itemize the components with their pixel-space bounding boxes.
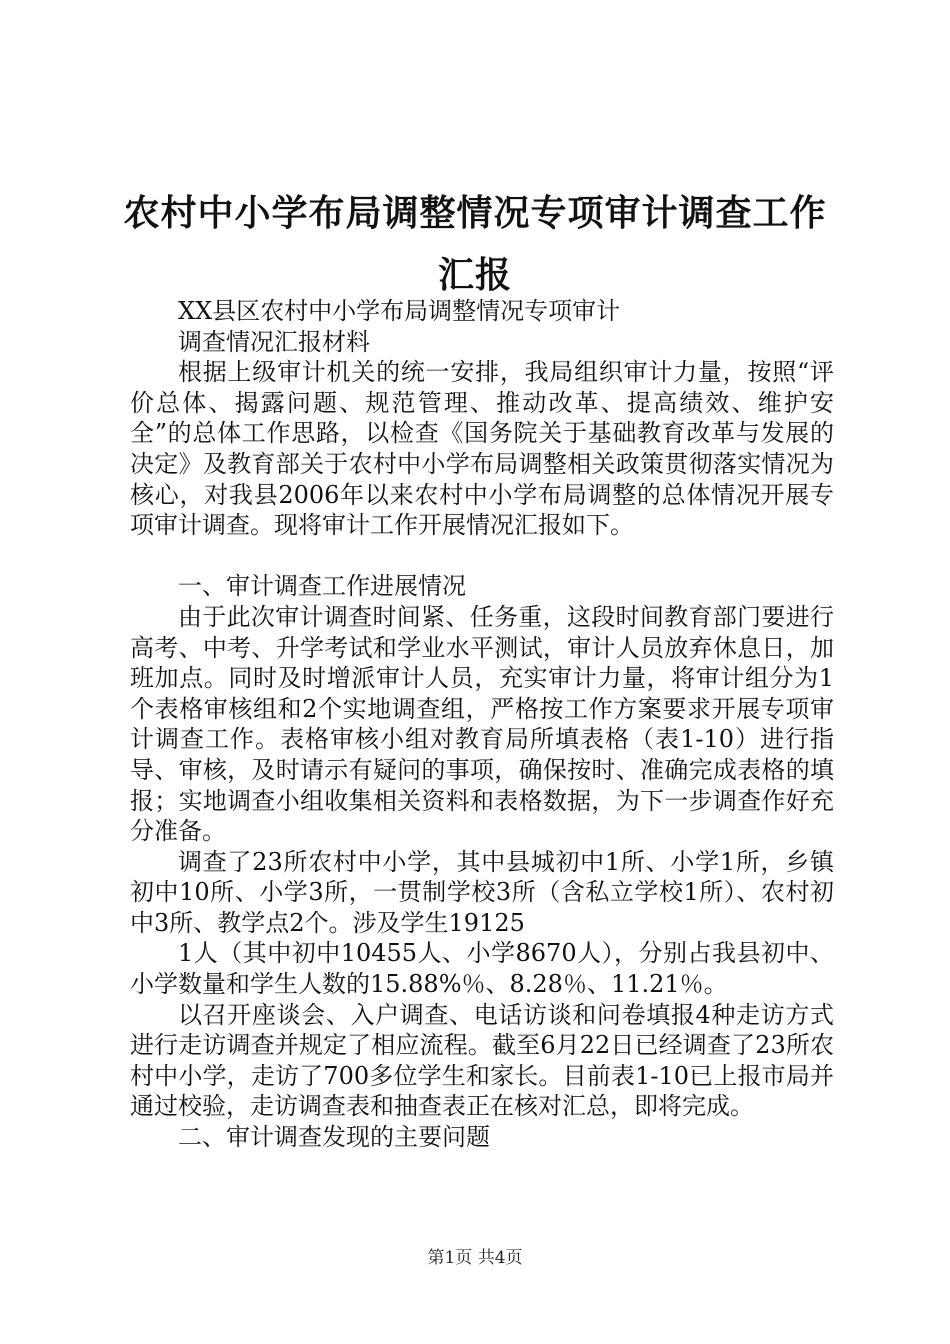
subtitle-line-1: XX县区农村中小学布局调整情况专项审计 xyxy=(178,297,621,325)
subtitle-line-2: 调查情况汇报材料 xyxy=(178,327,370,356)
blank-line xyxy=(130,541,834,572)
section-heading-1: 一、审计调查工作进展情况 xyxy=(178,572,466,601)
intro-paragraph: 根据上级审计机关的统一安排，我局组织审计力量，按照“评价总体、揭露问题、规范管理、推动改革、提高绩效、维护安全”的总体工作思路，以检查《国务院关于基础教育改革与发展的决定》及教育部关于农村中小学布局调整相关政策贯彻落实情况为核心，对我县2006年以来农村中小学布局调整的总体情况开展专项审计调查。现将审计工作开展情况汇报如下。 xyxy=(130,358,834,540)
document-title: 农村中小学布局调整情况专项审计调查工作汇报 xyxy=(123,193,827,296)
page-footer: 第1页 共4页 xyxy=(427,1248,523,1268)
section-heading-2: 二、审计调查发现的主要问题 xyxy=(178,1123,490,1152)
survey-scope-paragraph: 调查了23所农村中小学，其中县城初中1所、小学1所，乡镇初中10所、小学3所，一贯制学校3所（含私立学校1所）、农村初中3所、教学点2个。涉及学生19125 xyxy=(130,847,834,937)
visit-methods-paragraph: 以召开座谈会、入户调查、电话访谈和问卷填报4种走访方式进行走访调查并规定了相应流程。截至6月22日已经调查了23所农村中小学，走访了700多位学生和家长。目前表1-10已上报市局并通过校验，走访调查表和抽查表正在核对汇总，即将完成。 xyxy=(130,1000,834,1121)
student-stats-paragraph: 1人（其中初中10455人、小学8670人），分别占我县初中、小学数量和学生人数的15.88%％、8.28％、11.21％。 xyxy=(130,939,834,999)
document-body xyxy=(130,296,834,1153)
progress-paragraph: 由于此次审计调查时间紧、任务重，这段时间教育部门要进行高考、中考、升学考试和学业水平测试，审计人员放弃休息日，加班加点。同时及时增派审计人员，充实审计力量，将审计组分为1个表格审核组和2个实地调查组，严格按工作方案要求开展专项审计调查工作。表格审核小组对教育局所填表格（表1-10）进行指导、审核，及时请示有疑问的事项，确保按时、准确完成表格的填报；实地调查小组收集相关资料和表格数据，为下一步调查作好充分准备。 xyxy=(130,602,834,846)
